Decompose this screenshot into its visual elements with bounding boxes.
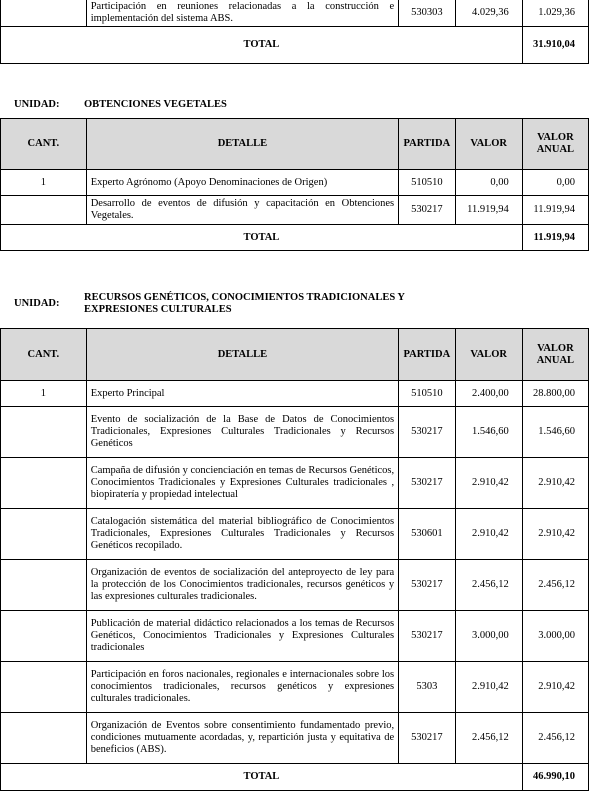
valor-anual-cell: 2.910,42 bbox=[522, 509, 588, 560]
partida-cell: 530217 bbox=[399, 611, 455, 662]
total-row bbox=[1, 27, 589, 64]
partida-cell: 530217 bbox=[399, 407, 455, 458]
total-label: TOTAL bbox=[1, 225, 523, 251]
unit-heading-obtenciones bbox=[14, 99, 444, 111]
partida-cell: 530217 bbox=[399, 196, 455, 225]
obtenciones-table bbox=[0, 118, 589, 251]
top-budget-table bbox=[0, 0, 589, 64]
valor-anual-cell: 1.546,60 bbox=[522, 407, 588, 458]
detalle-cell: Participación en reuniones relacionadas a la construcción e implementación del sistema ABS. bbox=[86, 0, 398, 27]
detalle-cell: Participación en foros nacionales, regionales e internacionales sobre los conocimientos tradicionales, recursos genéticos y expresiones culturales tradicionales. bbox=[86, 662, 398, 713]
cant-cell bbox=[1, 611, 87, 662]
detalle-cell: Organización de Eventos sobre consentimiento fundamentado previo, condiciones mutuamente acordadas, y, repartición justa y equitativa de beneficios (ABS). bbox=[86, 713, 398, 764]
valor-anual-cell: 2.910,42 bbox=[522, 458, 588, 509]
cant-cell bbox=[1, 509, 87, 560]
total-row bbox=[1, 225, 589, 251]
valor-anual-cell: 0,00 bbox=[522, 170, 588, 196]
partida-cell: 530217 bbox=[399, 713, 455, 764]
header-valor-anual: VALOR ANUAL bbox=[522, 329, 588, 381]
total-label: TOTAL bbox=[1, 764, 523, 791]
valor-cell: 2.910,42 bbox=[455, 458, 522, 509]
valor-cell: 2.400,00 bbox=[455, 381, 522, 407]
unit-name: OBTENCIONES VEGETALES bbox=[84, 99, 227, 110]
detalle-cell: Campaña de difusión y concienciación en temas de Recursos Genéticos, Conocimientos Tradicionales y Expresiones Culturales tradicionales , biopiratería y propiedad intelectual bbox=[86, 458, 398, 509]
detalle-cell: Publicación de material didáctico relacionados a los temas de Recursos Genéticos, Conocimientos Tradicionales y Expresiones Culturales tradicionales bbox=[86, 611, 398, 662]
header-row bbox=[1, 329, 589, 381]
valor-cell: 2.910,42 bbox=[455, 662, 522, 713]
valor-anual-cell: 11.919,94 bbox=[522, 196, 588, 225]
valor-cell: 2.456,12 bbox=[455, 560, 522, 611]
cant-cell bbox=[1, 458, 87, 509]
partida-cell: 530217 bbox=[399, 458, 455, 509]
header-cant: CANT. bbox=[1, 119, 87, 170]
detalle-cell: Organización de eventos de socialización del anteproyecto de ley para la protección de los Conocimientos tradicionales, recursos genéticos y las expresiones culturales tradicionales. bbox=[86, 560, 398, 611]
valor-cell: 11.919,94 bbox=[455, 196, 522, 225]
header-row bbox=[1, 119, 589, 170]
valor-cell: 4.029,36 bbox=[455, 0, 522, 27]
header-valor: VALOR bbox=[455, 119, 522, 170]
table-row bbox=[1, 662, 589, 713]
cant-cell bbox=[1, 407, 87, 458]
table-row bbox=[1, 509, 589, 560]
table-row bbox=[1, 560, 589, 611]
header-cant: CANT. bbox=[1, 329, 87, 381]
table-row bbox=[1, 713, 589, 764]
valor-cell: 2.456,12 bbox=[455, 713, 522, 764]
table-row bbox=[1, 458, 589, 509]
cant-cell bbox=[1, 560, 87, 611]
detalle-cell: Catalogación sistemática del material bibliográfico de Conocimientos Tradicionales, Expresiones Culturales Tradicionales y Recursos Genéticos recopilado. bbox=[86, 509, 398, 560]
valor-anual-cell: 2.456,12 bbox=[522, 560, 588, 611]
valor-anual-cell: 3.000,00 bbox=[522, 611, 588, 662]
valor-cell: 2.910,42 bbox=[455, 509, 522, 560]
header-valor: VALOR bbox=[455, 329, 522, 381]
detalle-cell: Evento de socialización de la Base de Datos de Conocimientos Tradicionales, Expresiones Culturales Tradicionales y Recursos Genéticos bbox=[86, 407, 398, 458]
partida-cell: 510510 bbox=[399, 381, 455, 407]
valor-anual-cell: 28.800,00 bbox=[522, 381, 588, 407]
cant-cell: 1 bbox=[1, 381, 87, 407]
unit-name: RECURSOS GENÉTICOS, CONOCIMIENTOS TRADICIONALES Y EXPRESIONES CULTURALES bbox=[84, 292, 405, 315]
cant-cell bbox=[1, 196, 87, 225]
header-valor-anual: VALOR ANUAL bbox=[522, 119, 588, 170]
table-row bbox=[1, 407, 589, 458]
header-partida: PARTIDA bbox=[399, 329, 455, 381]
cant-cell bbox=[1, 0, 87, 27]
table-row bbox=[1, 381, 589, 407]
table-row bbox=[1, 0, 589, 27]
total-row bbox=[1, 764, 589, 791]
valor-anual-cell: 2.456,12 bbox=[522, 713, 588, 764]
partida-cell: 510510 bbox=[399, 170, 455, 196]
total-value: 31.910,04 bbox=[522, 27, 588, 64]
detalle-cell: Experto Agrónomo (Apoyo Denominaciones de Origen) bbox=[86, 170, 398, 196]
table-row bbox=[1, 170, 589, 196]
partida-cell: 5303 bbox=[399, 662, 455, 713]
valor-cell: 0,00 bbox=[455, 170, 522, 196]
unit-label: UNIDAD: bbox=[14, 99, 60, 110]
partida-cell: 530217 bbox=[399, 560, 455, 611]
total-value: 46.990,10 bbox=[522, 764, 588, 791]
header-detalle: DETALLE bbox=[86, 329, 398, 381]
unit-label: UNIDAD: bbox=[14, 298, 60, 309]
valor-cell: 3.000,00 bbox=[455, 611, 522, 662]
cant-cell bbox=[1, 713, 87, 764]
detalle-cell: Desarrollo de eventos de difusión y capacitación en Obtenciones Vegetales. bbox=[86, 196, 398, 225]
detalle-cell: Experto Principal bbox=[86, 381, 398, 407]
valor-anual-cell: 1.029,36 bbox=[522, 0, 588, 27]
header-partida: PARTIDA bbox=[399, 119, 455, 170]
partida-cell: 530601 bbox=[399, 509, 455, 560]
valor-cell: 1.546,60 bbox=[455, 407, 522, 458]
recursos-table bbox=[0, 328, 589, 791]
total-label: TOTAL bbox=[1, 27, 523, 64]
cant-cell bbox=[1, 662, 87, 713]
cant-cell: 1 bbox=[1, 170, 87, 196]
partida-cell: 530303 bbox=[399, 0, 455, 27]
valor-anual-cell: 2.910,42 bbox=[522, 662, 588, 713]
total-value: 11.919,94 bbox=[522, 225, 588, 251]
table-row bbox=[1, 196, 589, 225]
table-row bbox=[1, 611, 589, 662]
unit-heading-recursos bbox=[14, 292, 444, 316]
header-detalle: DETALLE bbox=[86, 119, 398, 170]
